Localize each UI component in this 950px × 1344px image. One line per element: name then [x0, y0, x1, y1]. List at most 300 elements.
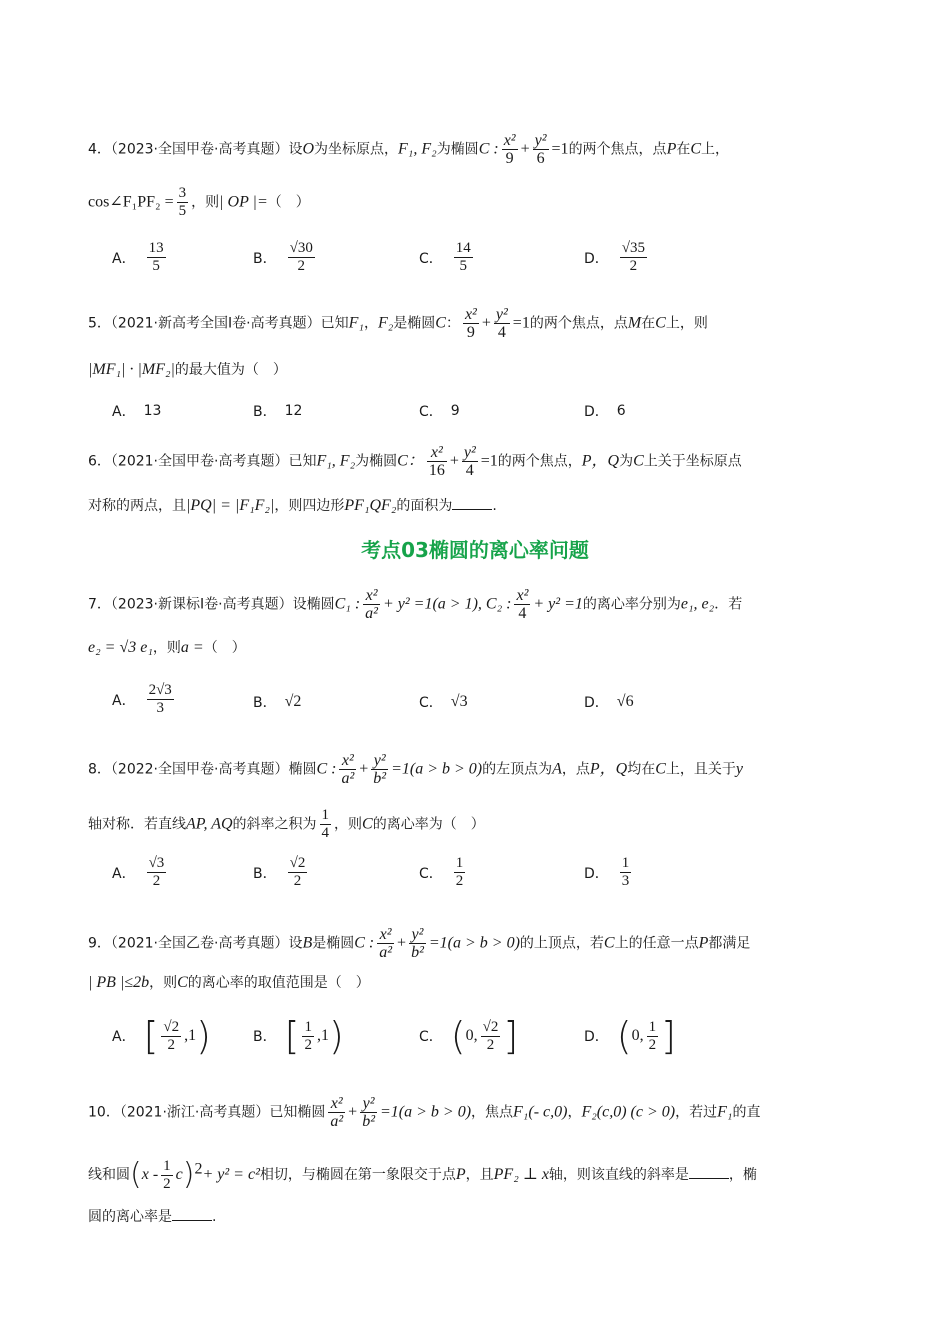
q8-option-c[interactable]: [419, 855, 468, 890]
denominator: 4: [321, 825, 330, 841]
denominator: 2: [288, 872, 308, 890]
text: ，则: [191, 194, 220, 211]
numerator: 1: [163, 1157, 171, 1174]
numerator: √2: [289, 855, 306, 871]
numerator: √35: [621, 240, 646, 256]
math: =1: [512, 314, 530, 332]
text: 上，: [701, 141, 730, 158]
fraction: [427, 444, 447, 479]
denominator: a²: [365, 605, 378, 622]
option-label: A．: [112, 865, 136, 882]
question-6-line-2: [88, 496, 870, 516]
option-value: √6: [616, 693, 634, 710]
text: 的上顶点，若: [519, 935, 604, 952]
option-label: A．: [112, 692, 136, 709]
fraction: [462, 444, 478, 479]
fraction: [177, 185, 189, 220]
denominator: 2: [147, 872, 167, 890]
option-label: D．: [584, 404, 609, 420]
numerator: x²: [464, 306, 477, 323]
math: P，Q: [589, 760, 628, 778]
question-4-line-1: [88, 132, 870, 167]
text: 设: [288, 935, 303, 952]
q8-option-b[interactable]: [253, 855, 310, 890]
text: 已知: [288, 453, 317, 470]
numerator: √2: [482, 1018, 499, 1035]
fraction: [302, 1019, 314, 1054]
question-source: （2022·全国甲卷·高考真题）: [110, 761, 289, 778]
option-value: 13: [143, 403, 162, 419]
text: ，椭: [728, 1167, 757, 1183]
text: 的离心率分别为: [582, 596, 681, 613]
q5-option-a[interactable]: [112, 401, 161, 421]
q7-option-a[interactable]: [112, 682, 177, 717]
numerator: 13: [148, 240, 164, 256]
denominator: 9: [463, 323, 479, 341]
fraction: [502, 132, 518, 167]
math: PF₁QF₂: [344, 497, 397, 514]
option-label: D．: [584, 250, 609, 267]
q5-option-c[interactable]: [419, 401, 460, 421]
option-label: B．: [253, 404, 277, 420]
denominator: 3: [147, 699, 174, 717]
denominator: b²: [411, 944, 424, 961]
text: 已知椭圆: [269, 1104, 326, 1121]
text: ：: [445, 315, 460, 332]
math: +: [359, 760, 369, 778]
math: P，Q: [581, 452, 620, 470]
fraction: [514, 587, 530, 622]
denominator: 2: [161, 1036, 181, 1054]
text: ，则四边形: [274, 498, 345, 514]
right-bracket: ]: [503, 1014, 519, 1058]
denominator: 4: [494, 323, 510, 341]
math: C :: [354, 934, 375, 952]
math: F₁(- c,0): [513, 1103, 568, 1121]
section-heading: 考点03椭圆的离心率问题: [361, 538, 589, 562]
left-paren: (: [616, 1014, 632, 1058]
fraction: [328, 1095, 345, 1130]
fraction: [360, 1095, 377, 1130]
fraction: [320, 807, 332, 842]
numerator: 1: [648, 1018, 657, 1035]
math: +: [449, 452, 459, 470]
math: C：: [397, 452, 424, 470]
answer-blank[interactable]: [452, 509, 492, 510]
denominator: 2: [304, 1036, 312, 1053]
fraction: [147, 855, 167, 890]
question-8-line-1: [88, 752, 870, 787]
numerator: y²: [463, 444, 476, 461]
text: ．若: [714, 596, 743, 613]
numerator: 1: [321, 807, 330, 823]
q4-option-d[interactable]: [584, 240, 650, 275]
fraction: [147, 240, 166, 275]
question-number: 5．: [88, 315, 111, 332]
numerator: x²: [503, 132, 516, 149]
math: | OP |=: [219, 193, 268, 211]
denominator: 2: [163, 1175, 171, 1192]
option-label: D．: [584, 695, 609, 711]
text: ，: [567, 1104, 582, 1121]
question-number: 6．: [88, 453, 111, 470]
text: ，若过: [675, 1104, 718, 1121]
text: 已知: [320, 315, 349, 332]
math: + y² =1(a > 1), C₂ :: [382, 595, 512, 613]
math: |PQ| = |F₁F₂|: [186, 497, 275, 514]
text: ，: [363, 315, 378, 332]
right-paren: ): [182, 1157, 195, 1192]
text: 对称的两点，且: [88, 498, 186, 514]
math: + y² =1: [533, 595, 583, 613]
fraction: [161, 1158, 173, 1193]
answer-blank-slope[interactable]: [689, 1178, 729, 1179]
text: ，则: [149, 975, 178, 991]
option-value: √2: [284, 693, 302, 710]
question-10-line-2: [88, 1155, 870, 1195]
denominator: 6: [533, 149, 549, 167]
numerator: 14: [455, 240, 471, 256]
question-number: 10．: [88, 1104, 120, 1121]
fraction: [620, 240, 647, 275]
text: .: [492, 498, 497, 514]
q4-option-b[interactable]: [253, 240, 318, 275]
q5-option-b[interactable]: [253, 401, 302, 421]
fraction: [377, 926, 394, 961]
numerator: √3: [148, 855, 165, 871]
option-label: A．: [112, 1029, 136, 1045]
math: M: [627, 314, 642, 332]
math: C: [655, 760, 666, 778]
denominator: 2: [288, 257, 315, 275]
denominator: 3: [621, 873, 630, 889]
math: F₁: [348, 314, 364, 332]
text: 设: [288, 141, 303, 158]
right-paren: ): [328, 1014, 344, 1058]
numerator: √2: [163, 1018, 180, 1035]
denominator: 16: [428, 462, 445, 479]
option-label: A．: [112, 404, 136, 420]
denominator: a²: [330, 1113, 344, 1130]
denominator: 4: [514, 604, 530, 622]
numerator: y²: [362, 1095, 375, 1112]
fraction: [288, 855, 308, 890]
numerator: y²: [373, 752, 386, 769]
numerator: y²: [495, 306, 508, 323]
interval-start: 0,: [465, 1027, 478, 1044]
left-paren: (: [130, 1157, 142, 1192]
text: ，则: [334, 816, 363, 833]
text: ，点: [561, 761, 590, 778]
math: +: [481, 314, 491, 332]
question-number: 9．: [88, 935, 111, 952]
math: PF₂ ⊥ x: [493, 1166, 549, 1183]
text: 为椭圆: [436, 141, 479, 158]
option-label: B．: [253, 695, 277, 711]
question-source: （2023·全国甲卷·高考真题）: [110, 141, 289, 158]
text: 上，且关于: [665, 761, 736, 778]
math: C: [655, 314, 666, 332]
text: ，则: [152, 640, 181, 656]
text: ，且: [465, 1167, 494, 1183]
numerator: 3: [178, 185, 187, 201]
fraction: [647, 1019, 659, 1054]
numerator: √30: [289, 240, 313, 256]
text: 椭圆: [288, 761, 317, 778]
fraction: [463, 306, 479, 341]
question-9-line-1: [88, 926, 870, 961]
math: P: [698, 934, 709, 952]
text: .: [212, 1209, 217, 1225]
option-label: C．: [419, 404, 443, 420]
text: 的离心率为（ ）: [372, 816, 485, 833]
option-label: B．: [253, 865, 277, 882]
denominator: 5: [147, 257, 166, 275]
math: B: [302, 934, 313, 952]
option-label: D．: [584, 865, 609, 882]
q9-option-a[interactable]: [112, 1016, 211, 1056]
math: AP, AQ: [186, 815, 233, 833]
numerator: x²: [516, 587, 529, 604]
math: P: [666, 140, 677, 158]
fraction: [620, 855, 632, 890]
text: 在: [676, 141, 691, 158]
text: 圆的离心率是: [88, 1209, 172, 1225]
fraction: [533, 132, 549, 167]
math: +: [520, 140, 530, 158]
numerator: x²: [379, 926, 392, 943]
text: 相切，与椭圆在第一象限交于点: [259, 1167, 456, 1183]
q7-option-c[interactable]: [419, 692, 468, 712]
question-9-line-2: [88, 973, 870, 993]
question-7-line-1: [88, 587, 870, 622]
option-label: D．: [584, 1029, 609, 1045]
math: y: [735, 760, 744, 778]
math: C: [435, 314, 446, 332]
text: 在: [641, 315, 656, 332]
interval-start: 0,: [631, 1027, 644, 1044]
question-8-line-2: [88, 807, 870, 842]
numerator: y²: [534, 132, 547, 149]
math: F₁: [717, 1103, 733, 1121]
numerator: x²: [430, 444, 443, 461]
fraction: [363, 587, 380, 622]
text: 都满足: [708, 935, 751, 952]
math: =1(a > b > 0): [391, 760, 483, 778]
math: |MF₁| · |MF₂|: [88, 361, 175, 378]
text: 是椭圆: [312, 935, 355, 952]
interval-end: ,1: [184, 1027, 197, 1044]
q7-option-b[interactable]: [253, 692, 301, 712]
math: C: [603, 934, 615, 952]
question-source: （2021·全国乙卷·高考真题）: [110, 935, 289, 952]
answer-paren: （ ）: [267, 194, 310, 211]
math: F₂(c,0) (c > 0): [581, 1103, 676, 1121]
math: c: [175, 1166, 183, 1183]
fraction: [409, 926, 426, 961]
option-label: C．: [419, 1029, 443, 1045]
denominator: 9: [502, 149, 518, 167]
question-source: （2021·新高考全国Ⅰ卷·高考真题）: [110, 315, 321, 332]
math: a =: [180, 639, 204, 656]
text: 上的任意一点: [614, 935, 699, 952]
math: e₁, e₂: [680, 595, 715, 613]
fraction: [288, 240, 315, 275]
answer-blank-eccentricity[interactable]: [172, 1220, 212, 1221]
text: 是椭圆: [393, 315, 436, 332]
math: C: [690, 140, 702, 158]
interval-end: ,1: [316, 1027, 329, 1044]
text: 设椭圆: [292, 596, 335, 613]
left-bracket: [: [143, 1014, 159, 1058]
fraction: [339, 752, 356, 787]
math: | PB |≤2b: [88, 974, 150, 991]
text: 上，则: [665, 315, 708, 332]
text: 均在: [627, 761, 656, 778]
text: 为: [619, 453, 634, 470]
option-value: 9: [450, 403, 460, 419]
question-number: 8．: [88, 761, 111, 778]
text: 为坐标原点，: [314, 141, 399, 158]
text: 线和圆: [88, 1167, 130, 1183]
text: 的两个焦点，: [497, 453, 582, 470]
fraction: [481, 1019, 501, 1054]
question-10-line-3: [88, 1207, 870, 1227]
math: F₂: [377, 314, 394, 332]
text: 的斜率之积为: [232, 816, 317, 833]
numerator: 2√3: [148, 682, 172, 698]
math: C :: [316, 760, 337, 778]
option-value: 6: [616, 403, 626, 419]
text: 轴，则该直线的斜率是: [548, 1167, 689, 1183]
numerator: x²: [341, 752, 354, 769]
denominator: 4: [462, 461, 478, 479]
option-value: √3: [450, 693, 468, 710]
left-bracket: [: [284, 1014, 300, 1058]
math: C: [177, 974, 188, 991]
fraction: [147, 682, 174, 717]
text: 的两个焦点，点: [568, 141, 667, 158]
math: +: [348, 1103, 358, 1121]
left-paren: (: [450, 1014, 466, 1058]
math: x -: [141, 1166, 159, 1183]
denominator: 2: [620, 257, 647, 275]
math: C₁ :: [334, 595, 361, 613]
math: A: [552, 760, 562, 778]
fraction: [494, 306, 510, 341]
numerator: 1: [455, 855, 464, 871]
numerator: 1: [621, 855, 630, 871]
numerator: x²: [365, 587, 378, 604]
text: 的左顶点为: [482, 761, 553, 778]
q8-option-a[interactable]: [112, 855, 169, 890]
math: e₂ = √3 e₁: [88, 639, 153, 656]
q9-option-b[interactable]: [253, 1016, 344, 1056]
q9-option-d[interactable]: [584, 1016, 676, 1056]
math: =1(a > b > 0): [379, 1103, 472, 1121]
text: ，焦点: [471, 1104, 514, 1121]
numerator: 1: [304, 1018, 312, 1035]
math: cos∠F₁PF₂ =: [88, 193, 174, 211]
answer-paren: （ ）: [203, 640, 246, 656]
option-label: C．: [419, 695, 443, 711]
text: 的直: [732, 1104, 761, 1121]
denominator: b²: [373, 770, 387, 787]
denominator: 2: [455, 873, 464, 889]
denominator: a²: [379, 944, 393, 961]
denominator: 5: [454, 257, 473, 275]
question-source: （2021·浙江·高考真题）: [119, 1104, 270, 1121]
option-value: 12: [284, 403, 303, 419]
math: +: [397, 934, 407, 952]
q4-option-c[interactable]: [419, 240, 476, 275]
text: 上关于坐标原点: [643, 453, 742, 470]
question-5-line-1: [88, 306, 870, 341]
question-number: 7．: [88, 596, 111, 613]
right-bracket: ]: [661, 1014, 676, 1058]
numerator: y²: [411, 926, 424, 943]
option-label: B．: [253, 250, 277, 267]
question-source: （2021·全国甲卷·高考真题）: [110, 453, 289, 470]
math: =1: [480, 452, 498, 470]
denominator: b²: [362, 1113, 375, 1130]
math: F₁, F₂: [398, 140, 437, 158]
fraction: [161, 1019, 181, 1054]
math: =1(a > b > 0): [428, 934, 520, 952]
q8-option-d[interactable]: [584, 855, 634, 890]
fraction: [454, 240, 473, 275]
numerator: x²: [330, 1095, 343, 1112]
text: 的两个焦点，点: [529, 315, 628, 332]
option-label: A．: [112, 250, 136, 267]
math: C :: [478, 140, 499, 158]
fraction: [371, 752, 388, 787]
math: + y² = c²: [202, 1166, 260, 1183]
text: 的离心率的取值范围是（ ）: [187, 975, 370, 991]
denominator: 5: [178, 203, 187, 219]
math: O: [302, 140, 315, 158]
math: F₁, F₂: [316, 452, 356, 470]
math: C: [633, 452, 644, 470]
question-5-line-2: [88, 360, 870, 380]
option-label: C．: [419, 865, 443, 882]
math: =1: [551, 140, 569, 158]
math: P: [455, 1166, 466, 1183]
denominator: a²: [341, 770, 355, 787]
denominator: 2: [481, 1036, 501, 1054]
math: C: [362, 815, 373, 833]
text: 的最大值为（ ）: [174, 362, 287, 378]
question-4-line-2: [88, 185, 870, 220]
question-source: （2023·新课标Ⅰ卷·高考真题）: [110, 596, 293, 613]
fraction: [454, 855, 466, 890]
denominator: 2: [648, 1036, 657, 1053]
option-label: B．: [253, 1029, 277, 1045]
q4-option-a[interactable]: [112, 240, 169, 275]
q5-option-d[interactable]: [584, 401, 626, 421]
text: 的面积为: [396, 498, 453, 514]
q7-option-d[interactable]: [584, 692, 634, 712]
text: 轴对称．若直线: [88, 816, 186, 833]
right-paren: ): [196, 1014, 211, 1058]
exponent: 2: [194, 1160, 203, 1178]
text: 为椭圆: [355, 453, 398, 470]
q9-option-c[interactable]: [419, 1016, 518, 1056]
question-10-line-1: [88, 1095, 870, 1130]
question-7-line-2: [88, 638, 870, 658]
option-label: C．: [419, 250, 443, 267]
question-number: 4．: [88, 141, 111, 158]
